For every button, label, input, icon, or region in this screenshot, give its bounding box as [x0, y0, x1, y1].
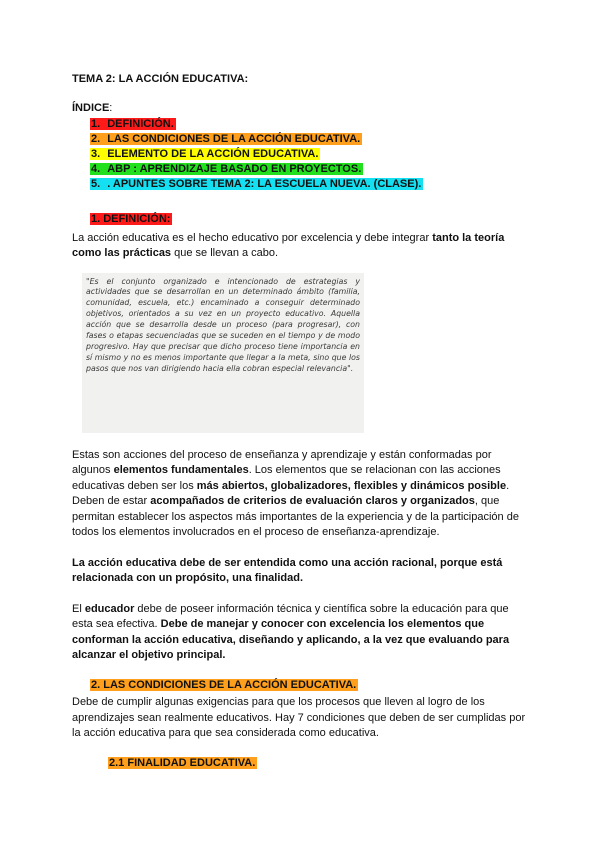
section-2-paragraph-1: Debe de cumplir algunas exigencias para que los procesos que lleven al logro de los aprendizajes sean realmente educativos. Hay 7 condiciones que deben de ser cumplidas por la acción educativa para que sea considerada como educativa.	[72, 696, 526, 739]
index-item-number: 5.	[91, 178, 101, 190]
index-list	[72, 117, 532, 192]
index-item-text: . APUNTES SOBRE TEMA 2: LA ESCUELA NUEVA. (CLASE).	[107, 178, 422, 190]
p2-text-g: , que permitan establecer los aspectos más importantes de la experiencia y de la participación de todos los elementos involucrados en el proceso de enseñanza-aprendizaje.	[72, 495, 519, 538]
index-item-highlight	[90, 133, 362, 145]
intro-end: que se llevan a cabo.	[171, 247, 279, 259]
index-item-highlight	[90, 118, 176, 130]
p2-text-c: . Los elementos que se relacionan con las acciones educativas deben ser los	[72, 464, 501, 492]
index-item-number: 1.	[91, 118, 101, 130]
index-item-text: ABP : APRENDIZAJE BASADO EN PROYECTOS.	[107, 163, 362, 175]
section-1-paragraph-2	[72, 448, 532, 541]
subsection-2-1-heading	[72, 756, 532, 772]
index-item-text: LAS CONDICIONES DE LA ACCIÓN EDUCATIVA.	[107, 133, 361, 145]
p4-bold-d: Debe de manejar y conocer con excelencia los elementos que conforman la acción educativa, diseñando y aplicando, a la vez que evaluando para alcanzar el objetivo principal.	[72, 618, 510, 661]
p4-bold-b: educador	[84, 602, 135, 615]
p2-bold-f: acompañados de criterios de evaluación claros y organizados	[150, 495, 475, 507]
document-title: TEMA 2: LA ACCIÓN EDUCATIVA:	[72, 73, 249, 85]
subsection-2-1-heading-text: 2.1 FINALIDAD EDUCATIVA.	[109, 756, 256, 769]
document-page	[72, 72, 532, 771]
index-item-text: DEFINICIÓN.	[107, 118, 174, 130]
index-item-highlight	[90, 163, 363, 175]
index-heading	[72, 101, 532, 117]
index-item-5	[72, 177, 532, 192]
p2-text-a: Estas son acciones del proceso de enseñanza y aprendizaje y están conformadas por algunos	[72, 448, 492, 476]
p2-bold-b: elementos fundamentales	[113, 464, 249, 476]
section-1-paragraph-4	[72, 602, 532, 664]
p4-text-c: debe de poseer información técnica y científica sobre la educación para que esta sea efectiva.	[72, 602, 509, 630]
section-1-heading-text: 1. DEFINICIÓN:	[91, 213, 171, 225]
index-colon: :	[109, 102, 113, 114]
index-item-number: 3.	[91, 148, 101, 160]
p2-text-e: . Deben de estar	[72, 479, 510, 507]
index-label: ÍNDICE	[72, 102, 110, 114]
index-item-highlight	[90, 178, 423, 190]
index-item-highlight	[90, 148, 320, 160]
intro-text: La acción educativa es el hecho educativo por excelencia y debe integrar	[72, 231, 433, 244]
index-item-2	[72, 132, 532, 147]
quote-image: "Es el conjunto organizado e intencionado de estrategias y actividades que se desarrollan en un determinado ámbito (familia, comunidad, escuela, etc.) encaminado a conseguir determinado objetivos, orientados a su vez en un proyecto educativo. Aquella acción que se desarrolla desde un proceso (para progresar), con fases o etapas secuenciadas que se suceden en el tiempo y de modo progresivo. Hay que precisar que dicho proceso tiene importancia en sí mismo y no es menos importante que llegar a la meta, sino que los pasos que nos van dirigiendo hacia ella cobran especial relevancia".	[82, 273, 364, 433]
index-item-4	[72, 162, 532, 177]
p2-bold-d: más abiertos, globalizadores, flexibles y dinámicos posible	[196, 479, 507, 492]
intro-bold: tanto la teoría como las prácticas	[72, 231, 505, 259]
index-item-text: ELEMENTO DE LA ACCIÓN EDUCATIVA.	[107, 148, 319, 160]
section-1-paragraph-3: La acción educativa debe de ser entendida como una acción racional, porque está relacionada con un propósito, una finalidad.	[72, 556, 503, 584]
section-2-heading	[72, 678, 532, 694]
section-1-intro	[72, 231, 532, 262]
index-item-3	[72, 147, 532, 162]
p4-text-a: El	[72, 602, 85, 615]
section-2-heading-text: 2. LAS CONDICIONES DE LA ACCIÓN EDUCATIVA.	[91, 678, 357, 691]
index-item-1	[72, 117, 532, 132]
section-1-heading	[72, 212, 532, 228]
index-item-number: 4.	[91, 163, 101, 175]
index-item-number: 2.	[91, 133, 101, 145]
